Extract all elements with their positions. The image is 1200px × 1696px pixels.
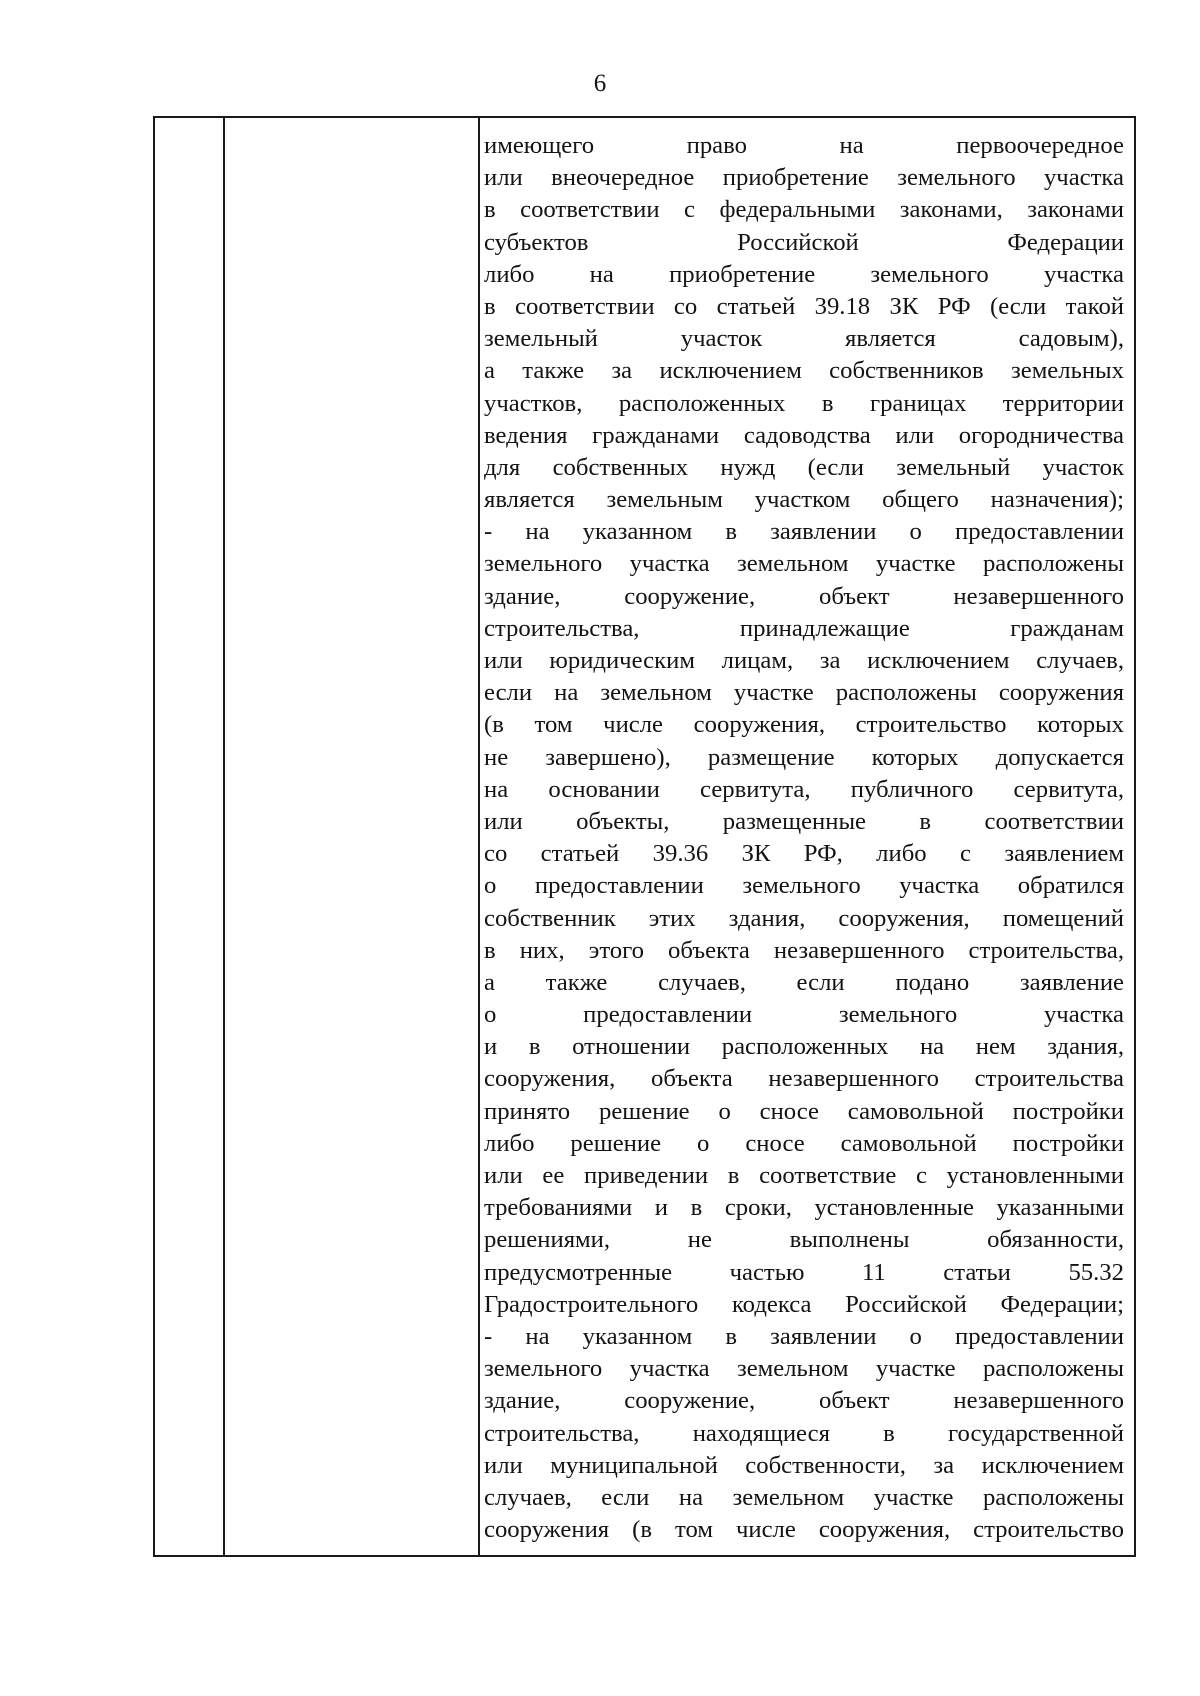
text-line: сооружения (в том числе сооружения, строительство [484, 1516, 1124, 1544]
text-line: строительства, находящиеся в государственной [484, 1419, 1124, 1447]
text-line: участков, расположенных в границах территории [484, 389, 1124, 417]
text-line: либо решение о сносе самовольной постройки [484, 1129, 1124, 1157]
text-line: в соответствии со статьей 39.18 ЗК РФ (если такой [484, 292, 1124, 320]
text-line: здание, сооружение, объект незавершенного [484, 1387, 1124, 1415]
text-line: (в том числе сооружения, строительство которых [484, 711, 1124, 739]
text-line: земельного участка земельном участке расположены [484, 1355, 1124, 1383]
text-line: и в отношении расположенных на нем здания, [484, 1033, 1124, 1061]
document-table [153, 116, 1136, 1557]
text-line: строительства, принадлежащие гражданам [484, 614, 1124, 642]
text-line: о предоставлении земельного участка обратился [484, 872, 1124, 900]
text-line: для собственных нужд (если земельный участок [484, 453, 1124, 481]
text-line: требованиями и в сроки, установленные указанными [484, 1194, 1124, 1222]
text-line: - на указанном в заявлении о предоставлении [484, 518, 1124, 546]
text-line: Градостроительного кодекса Российской Федерации; [484, 1290, 1124, 1318]
text-line: решениями, не выполнены обязанности, [484, 1226, 1124, 1254]
text-line: или внеочередное приобретение земельного участка [484, 164, 1124, 192]
text-line: земельного участка земельном участке расположены [484, 550, 1124, 578]
text-line: или муниципальной собственности, за исключением [484, 1451, 1124, 1479]
text-line: - на указанном в заявлении о предоставлении [484, 1322, 1124, 1350]
table-cell-text [484, 130, 1124, 1546]
text-line: если на земельном участке расположены сооружения [484, 679, 1124, 707]
text-line: а также случаев, если подано заявление [484, 968, 1124, 996]
text-line: имеющего право на первоочередное [484, 132, 1124, 159]
table-column-divider [478, 118, 480, 1555]
text-line: либо на приобретение земельного участка [484, 260, 1124, 288]
text-line: предусмотренные частью 11 статьи 55.32 [484, 1258, 1124, 1286]
text-line: принято решение о сносе самовольной постройки [484, 1097, 1124, 1125]
text-line: или юридическим лицам, за исключением случаев, [484, 647, 1124, 674]
table-column-divider [223, 118, 225, 1555]
page-number: 6 [593, 70, 607, 97]
text-line: случаев, если на земельном участке расположены [484, 1483, 1124, 1511]
text-line: ведения гражданами садоводства или огородничества [484, 421, 1124, 449]
text-line: на основании сервитута, публичного сервитута, [484, 775, 1124, 803]
text-line: в них, этого объекта незавершенного строительства, [484, 936, 1124, 964]
text-line: земельный участок является садовым), [484, 325, 1124, 353]
text-line: в соответствии с федеральными законами, законами [484, 196, 1124, 224]
text-line: собственник этих здания, сооружения, помещений [484, 904, 1124, 932]
text-line: здание, сооружение, объект незавершенного [484, 582, 1124, 610]
text-line: является земельным участком общего назначения); [484, 486, 1124, 514]
text-line: а также за исключением собственников земельных [484, 357, 1124, 385]
text-line: сооружения, объекта незавершенного строительства [484, 1065, 1124, 1093]
text-line: со статьей 39.36 ЗК РФ, либо с заявлением [484, 840, 1124, 868]
text-line: или объекты, размещенные в соответствии [484, 807, 1124, 835]
text-line: субъектов Российской Федерации [484, 228, 1124, 256]
text-line: не завершено), размещение которых допускается [484, 743, 1124, 771]
text-line: или ее приведении в соответствие с установленными [484, 1162, 1124, 1189]
text-line: о предоставлении земельного участка [484, 1001, 1124, 1029]
